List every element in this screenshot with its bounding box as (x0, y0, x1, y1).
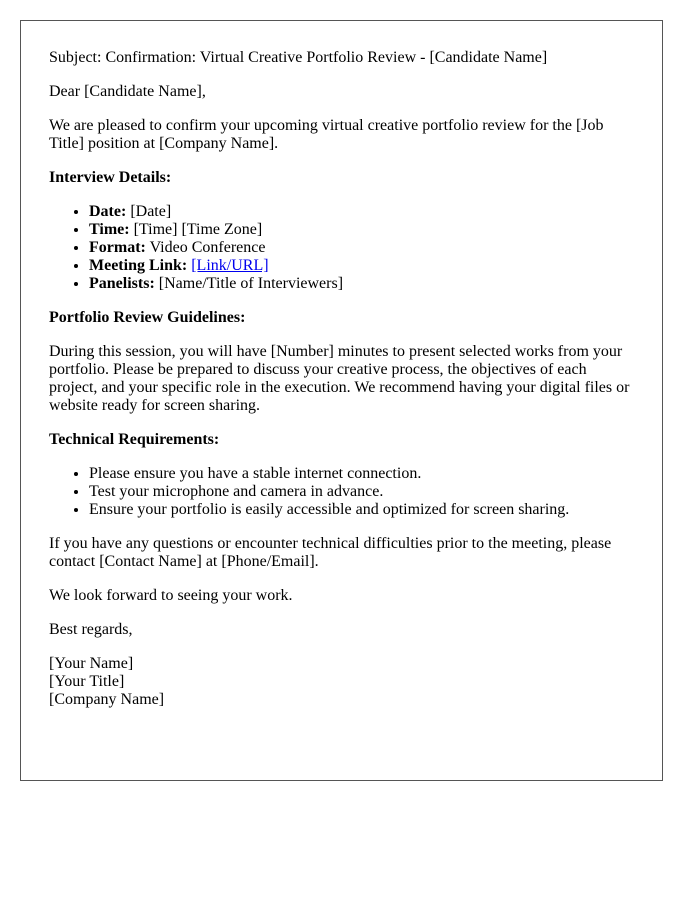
technical-list (49, 465, 634, 519)
detail-meeting-link: • Meeting Link: [Link/URL] (89, 257, 634, 275)
signature-block (49, 655, 634, 709)
detail-format: • Format: Video Conference (89, 239, 634, 257)
subject-line: Subject: Confirmation: Virtual Creative Portfolio Review - [Candidate Name] (49, 49, 548, 66)
interview-details-heading: Interview Details: (49, 169, 172, 186)
closing-line: We look forward to seeing your work. (49, 587, 293, 604)
signoff: Best regards, (49, 621, 133, 638)
signature-name: [Your Name] (49, 655, 134, 672)
detail-time: • Time: [Time] [Time Zone] (89, 221, 634, 239)
signature-title: [Your Title] (49, 673, 125, 690)
list-item: • Test your microphone and camera in advance. (89, 483, 634, 501)
guidelines-paragraph: During this session, you will have [Number] minutes to present selected works from your portfolio. Please be prepared to discuss your creative process, the objectives of each project, and your specific role in the execution. We recommend having your digital files or website ready for screen sharing. (49, 343, 630, 414)
detail-date: • Date: [Date] (89, 203, 634, 221)
guidelines-heading: Portfolio Review Guidelines: (49, 309, 246, 326)
interview-details-list (49, 203, 634, 293)
detail-panelists: • Panelists: [Name/Title of Interviewers] (89, 275, 634, 293)
intro-paragraph: We are pleased to confirm your upcoming virtual creative portfolio review for the [Job Title] position at [Company Name]. (49, 117, 604, 152)
list-item: • Please ensure you have a stable internet connection. (89, 465, 634, 483)
signature-company: [Company Name] (49, 691, 165, 708)
meeting-link[interactable]: [Link/URL] (191, 257, 269, 274)
technical-heading: Technical Requirements: (49, 431, 220, 448)
contact-paragraph: If you have any questions or encounter technical difficulties prior to the meeting, please contact [Contact Name] at [Phone/Email]. (49, 535, 612, 570)
list-item: • Ensure your portfolio is easily accessible and optimized for screen sharing. (89, 501, 634, 519)
letter (20, 20, 663, 781)
greeting: Dear [Candidate Name], (49, 83, 206, 100)
